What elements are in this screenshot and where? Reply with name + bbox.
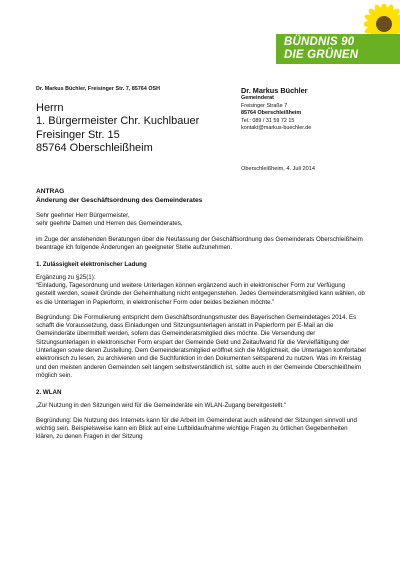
intro-paragraph: im Zuge der anstehenden Beratungen über die Neufassung der Geschäftsordnung des Gemeinderats Oberschleißheim beantrage ich folgende Änderungen an geeigneter Stelle aufzunehmen. xyxy=(36,235,363,252)
document-title: ANTRAG xyxy=(36,188,65,195)
sender-return-address: Dr. Markus Büchler, Freisinger Str. 7, 85764 OSH xyxy=(36,86,160,92)
sender-role: Gemeinderat xyxy=(241,95,274,101)
letter-body xyxy=(36,188,366,442)
section-1-quote: “Einladung, Tagesordnung und weitere Unterlagen können ergänzend auch in elektronischer Form zur Verfügung gestellt werden, soweit Gründe der Geheimhaltung nicht entgegenstehen. Jedes Gemeinderatsmitglied kann wählen, ob es die Unterlagen in Papierform, in elektronischer Form oder beides beziehen möchte.” xyxy=(36,281,365,306)
salutation-1: Sehr geehrter Herr Bürgermeister, xyxy=(36,212,130,220)
salutation-2: sehr geehrte Damen und Herren des Gemeinderates, xyxy=(36,220,183,228)
sender-street: Freisinger Straße 7 xyxy=(241,102,288,109)
section-2-heading: 2. WLAN xyxy=(36,389,62,397)
logo-line-1: BÜNDNIS 90 xyxy=(284,36,355,48)
document-subject: Änderung der Geschäftsordnung des Gemeinderates xyxy=(36,196,203,204)
party-logo xyxy=(258,4,400,64)
recipient-line: 1. Bürgermeister Chr. Kuchlbauer xyxy=(36,115,200,128)
recipient-line: Herrn xyxy=(36,102,64,114)
logo-line-2: DIE GRÜNEN xyxy=(284,48,359,61)
sender-name: Dr. Markus Büchler xyxy=(241,86,308,95)
section-1-reasoning: Begründung: Die Formulierung entspricht dem Geschäftsordnungsmuster des Bayerischen Gemeindetages 2014. Es schafft die Voraussetzung, dass Einladungen und Sitzungsunterlagen anstatt in Papierform per E-Mail an die Gemeinderäte übermittelt werden, sofern das Gemeinderatsmitglied dies möchte. Die Versendung der Sitzungsunterlagen in elektronischer Form erspart der Gemeinde Geld und Zeitaufwand für die Vervielfältigung der Unterlagen sowie deren Zustellung. Dem Gemeinderatsmitglied eröffnet sich die Möglichkeit, die Unterlagen komfortabel elektronisch zu lesen, zu archivieren und die Suchfunktion in den Dokumenten seitsparend zu nutzen. Was im Kreistag und den meisten anderen Gemeinden seit langem selbstverständlich ist, sollte auch in der Gemeinde Oberschleißheim möglich sein. xyxy=(36,313,366,379)
section-1-reference: Ergänzung zu §25(1): xyxy=(36,273,96,281)
sender-city: 85764 Oberschleißheim xyxy=(241,110,302,117)
sender-phone: Tel.: 089 / 31 59 72 15 xyxy=(241,117,295,124)
sender-email[interactable]: kontakt@markus-buechler.de xyxy=(241,125,312,132)
section-2-reasoning: Begründung: Die Nutzung des Internets kann für die Arbeit im Gemeinderat auch während der Sitzungen sinnvoll und wichtig sein. Beispielsweise kann ein Blick auf eine Luftbildaufnahme wichtige Fragen zu örtlichen Gegebenheiten klären, zu denen Fragen in der Sitzung xyxy=(36,416,357,441)
recipient-address xyxy=(36,102,199,155)
recipient-line: Freisinger Str. 15 xyxy=(36,128,120,141)
sender-contact-block xyxy=(241,86,311,133)
recipient-line: 85764 Oberschleißheim xyxy=(36,141,153,154)
logo-wordmark xyxy=(284,36,358,61)
section-1-heading: 1. Zulässigkeit elektronischer Ladung xyxy=(36,261,147,269)
letter-date: Oberschleißheim, 4. Juli 2014 xyxy=(241,166,315,172)
section-2-quote: „Zur Nutzung in den Sitzungen wird für die Gemeinderäte ein WLAN-Zugang bereitgestellt.“ xyxy=(36,401,287,409)
